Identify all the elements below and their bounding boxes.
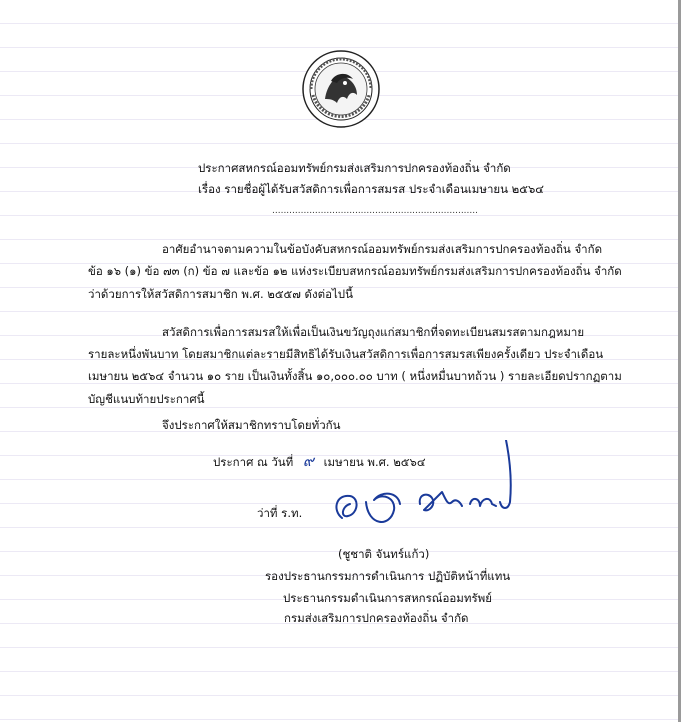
date-suffix: เมษายน พ.ศ. ๒๕๖๔	[323, 455, 426, 469]
signer-role-line1: รองประธานกรรมการดำเนินการ ปฏิบัติหน้าที่แทน	[265, 569, 511, 583]
paragraph-welfare-line2: รายละหนึ่งพันบาท โดยสมาชิกแต่ละรายมีสิทธิได้รับเงินสวัสดิการเพื่อการสมรสเพียงครั้งเดียว ประจำเดือน	[88, 347, 604, 361]
announcement-subject: เรื่อง รายชื่อผู้ได้รับสวัสดิการเพื่อการสมรส ประจำเดือนเมษายน ๒๕๖๔	[198, 182, 544, 196]
paragraph-welfare-line1: สวัสดิการเพื่อการสมรสให้เพื่อเป็นเงินขวัญถุงแก่สมาชิกที่จดทะเบียนสมรสตามกฎหมาย	[162, 325, 585, 339]
announcement-notice: จึงประกาศให้สมาชิกทราบโดยทั่วกัน	[162, 418, 341, 432]
paragraph-authority-line1: อาศัยอำนาจตามความในข้อบังคับสหกรณ์ออมทรัพย์กรมส่งเสริมการปกครองท้องถิ่น จำกัด	[162, 242, 603, 256]
paragraph-authority-line2: ข้อ ๑๖ (๑) ข้อ ๗๓ (ก) ข้อ ๗ และข้อ ๑๒ แห่งระเบียบสหกรณ์ออมทรัพย์กรมส่งเสริมการปกครองท้องถิ่น จำกัด	[88, 264, 622, 278]
announcement-title: ประกาศสหกรณ์ออมทรัพย์กรมส่งเสริมการปกครองท้องถิ่น จำกัด	[198, 161, 511, 175]
seal-emblem-icon	[301, 49, 381, 129]
date-prefix: ประกาศ ณ วันที่	[213, 455, 294, 469]
signer-role-line2: ประธานกรรมดำเนินการสหกรณ์ออมทรัพย์	[283, 591, 492, 605]
signer-name: (ชูชาติ จันทร์แก้ว)	[338, 547, 430, 561]
paragraph-authority-line3: ว่าด้วยการให้สวัสดิการสมาชิก พ.ศ. ๒๕๕๗ ดังต่อไปนี้	[88, 287, 353, 301]
date-day-handwritten: ๙	[302, 452, 314, 470]
handwritten-signature	[320, 440, 540, 540]
paragraph-welfare-line4: บัญชีแนบท้ายประกาศนี้	[88, 392, 205, 406]
signer-role-line3: กรมส่งเสริมการปกครองท้องถิ่น จำกัด	[284, 611, 469, 625]
signer-rank: ว่าที่ ร.ท.	[257, 506, 303, 520]
paragraph-welfare-line3: เมษายน ๒๕๖๔ จำนวน ๑๐ ราย เป็นเงินทั้งสิ้น ๑๐,๐๐๐.๐๐ บาท ( หนึ่งหมื่นบาทถ้วน ) รายละเอียดปรากฏตาม	[88, 369, 622, 383]
cooperative-seal-logo	[301, 49, 381, 129]
title-separator: ........................................................................	[272, 206, 478, 216]
